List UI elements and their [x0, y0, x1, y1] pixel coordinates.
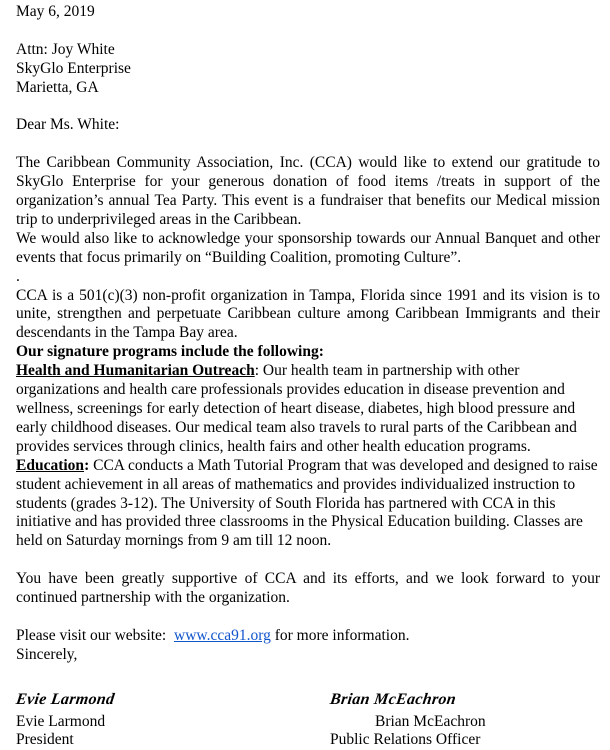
- programs-heading: Our signature programs include the following:: [16, 343, 324, 361]
- signer-names-row: [16, 713, 600, 732]
- spacer: [16, 135, 600, 154]
- stray-period: .: [16, 267, 20, 285]
- education-program-text: CCA conducts a Math Tutorial Program that was developed and designed to raise student achievement in all areas of mathematics and provides individualized instruction to students (grades 3-12). The University of South Florida has partnered with CCA in this initiative and has provided three classrooms in the Physical Education building. Classes are held on Saturday mornings from 9 am till 12 noon.: [16, 456, 598, 550]
- address-city: Marietta, GA: [16, 78, 99, 96]
- signature-brian-mceachron: Brian McEachron: [328, 690, 458, 708]
- spacer: [16, 665, 600, 684]
- gratitude-paragraph: The Caribbean Community Association, Inc. (CCA) would like to extend our gratitude to SkyGlo Enterprise for your generous donation of food items /treats in support of the organization’s annual Tea Party. This event is a fundraiser that benefits our Medical mission trip to underprivileged areas in the Caribbean.: [16, 154, 600, 228]
- spacer: [16, 608, 600, 627]
- signer-name-right: Brian McEachron: [375, 712, 486, 730]
- health-program-label: Health and Humanitarian Outreach: [16, 362, 255, 380]
- signer-titles-row: [16, 731, 600, 750]
- website-prefix: Please visit our website:: [16, 626, 174, 644]
- website-suffix: for more information.: [270, 626, 410, 644]
- salutation: Dear Ms. White:: [16, 116, 120, 134]
- address-company: SkyGlo Enterprise: [16, 59, 131, 77]
- health-program-paragraph: [16, 362, 600, 457]
- signature-evie-larmond: Evie Larmond: [14, 690, 116, 708]
- sponsorship-paragraph: We would also like to acknowledge your sponsorship towards our Annual Banquet and other events that focus primarily on “Building Coalition, promoting Culture”.: [16, 229, 600, 266]
- support-paragraph: You have been greatly supportive of CCA and its efforts, and we look forward to your continued partnership with the organization.: [16, 570, 600, 607]
- education-colon: :: [84, 456, 90, 474]
- spacer: [16, 551, 600, 570]
- signer-title-left: President: [16, 731, 74, 749]
- health-program-text: : Our health team in partnership with other organizations and health care professionals provides education in disease prevention and wellness, screenings for early detection of heart disease, diabetes, high blood pressure and early childhood diseases. Our medical team also travels to rural parts of the Caribbean and provides services through clinics, health fairs and other health education programs.: [16, 362, 577, 455]
- address-attn: Attn: Joy White: [16, 40, 115, 58]
- letter-date: May 6, 2019: [16, 3, 95, 20]
- letter-body: [16, 3, 600, 750]
- spacer: [16, 98, 600, 117]
- spacer: [16, 22, 600, 41]
- website-line: [16, 627, 600, 646]
- recipient-address: [16, 41, 600, 98]
- signature-row: [16, 691, 600, 713]
- signer-title-right: Public Relations Officer: [330, 731, 481, 749]
- education-program-label: Education: [16, 456, 85, 474]
- education-program-paragraph: [16, 457, 600, 552]
- mission-paragraph: CCA is a 501(c)(3) non-profit organization in Tampa, Florida since 1991 and its vision is to unite, strengthen and perpetuate Caribbean culture among Caribbean Immigrants and their descendants in the Tampa Bay area.: [16, 286, 600, 342]
- closing: Sincerely,: [16, 645, 78, 663]
- signer-name-left: Evie Larmond: [16, 712, 106, 730]
- website-link[interactable]: www.cca91.org: [174, 626, 271, 644]
